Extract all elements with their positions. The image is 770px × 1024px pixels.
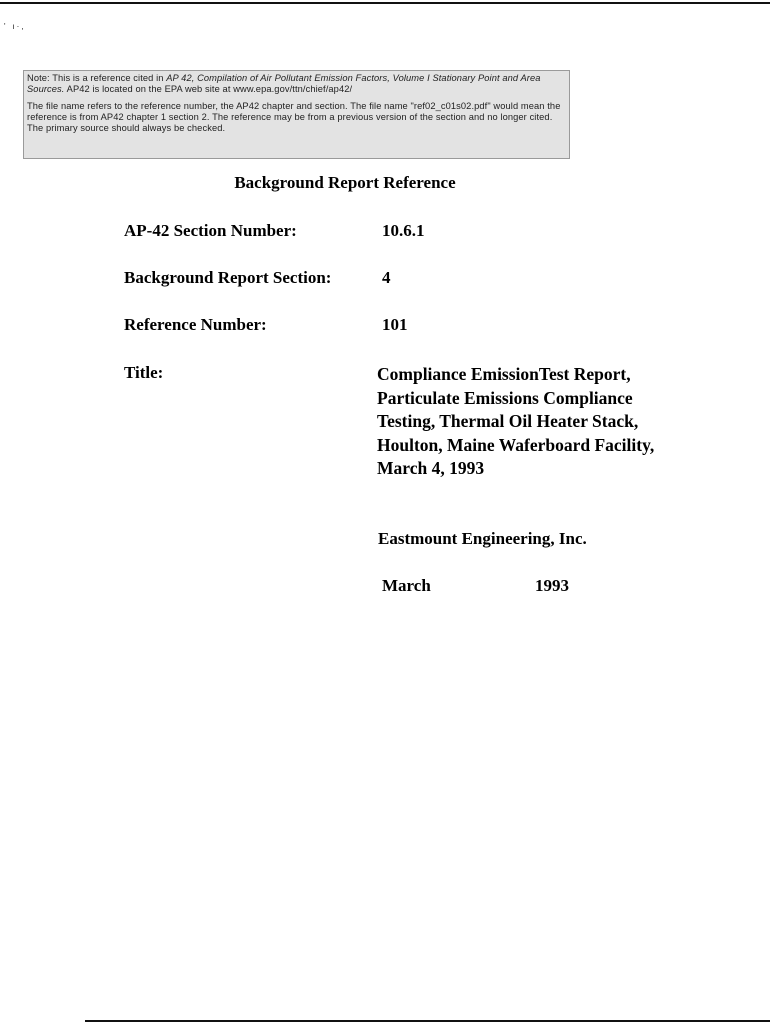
page-heading [0,173,770,193]
note-italic-title: AP 42, Compilation of Air Pollutant Emission Factors, Volume I Stationary Point and Area Sources. [27,73,541,94]
reference-note-box [23,70,570,159]
title-line: Compliance EmissionTest Report, [377,364,631,384]
author-company: Eastmount Engineering, Inc. [378,529,587,548]
scan-artifact-top [0,2,770,4]
title-value [377,363,717,481]
date-month: March [382,576,431,595]
title-label: Title: [124,363,164,382]
report-section-value: 4 [382,268,391,287]
note-suffix: AP42 is located on the EPA web site at www.epa.gov/ttn/chief/ap42/ [64,84,353,94]
date-year: 1993 [535,576,569,595]
report-section-label: Background Report Section: [124,268,332,287]
title-line: Testing, Thermal Oil Heater Stack, [377,411,639,431]
reference-number-label: Reference Number: [124,315,267,334]
scan-artifact-bottom [85,1020,770,1022]
title-line: March 4, 1993 [377,458,485,478]
page-heading-text: Background Report Reference [234,173,456,192]
note-prefix: Note: This is a reference cited in [27,73,167,83]
title-line: Houlton, Maine Waferboard Facility, [377,434,655,455]
note-paragraph-2: The file name refers to the reference number, the AP42 chapter and section. The file name "ref02_c01s02.pdf" would mean the reference is from AP42 chapter 1 section 2. The reference may be from a previous version of the section and no longer cited. The primary source should always be checked. [27,101,561,133]
section-number-label: AP-42 Section Number: [124,221,297,240]
note-paragraph-1 [27,73,566,95]
reference-number-value: 101 [382,315,408,334]
section-number-value: 10.6.1 [382,221,425,240]
scan-speck: ' ı · , [4,22,24,31]
title-line: Particulate Emissions Compliance [377,387,633,408]
